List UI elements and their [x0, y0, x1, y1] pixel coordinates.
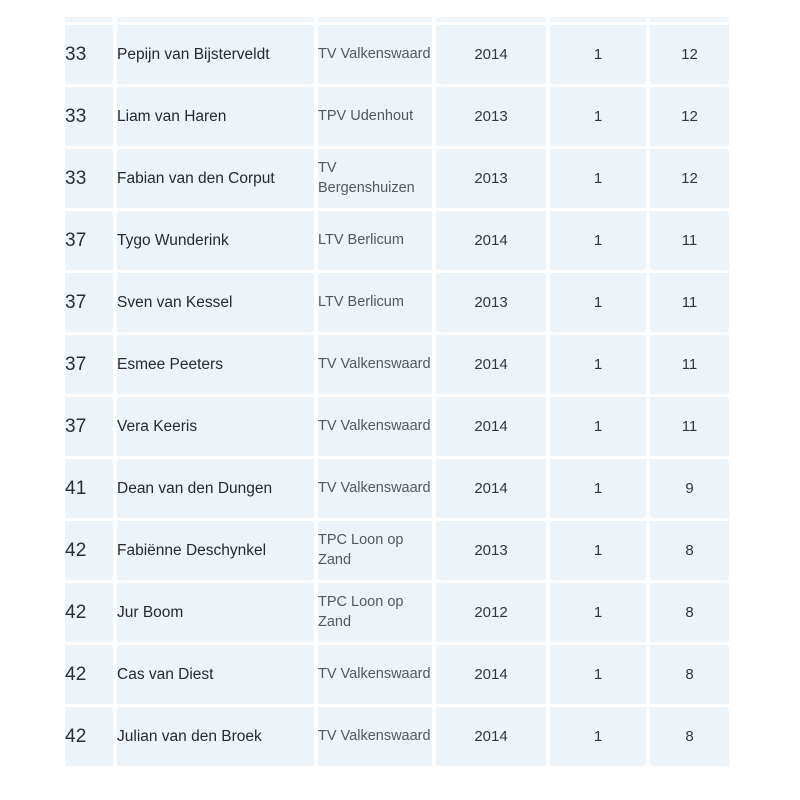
player-name-cell: [117, 17, 314, 22]
count-cell: 1: [550, 273, 646, 332]
count-cell: 1: [550, 87, 646, 146]
count-cell: 1: [550, 583, 646, 642]
table-row: [65, 25, 729, 84]
player-name-cell: Tygo Wunderink: [117, 211, 314, 270]
table-row: [65, 335, 729, 394]
club-cell: TPV Udenhout: [318, 87, 432, 146]
year-cell: 2014: [436, 459, 546, 518]
club-cell: TV Bergenshuizen: [318, 149, 432, 208]
year-cell: 2014: [436, 397, 546, 456]
points-cell: 11: [650, 335, 729, 394]
count-cell: 1: [550, 335, 646, 394]
rank-cell: 37: [65, 273, 113, 332]
rank-cell: 33: [65, 149, 113, 208]
table-row: [65, 521, 729, 580]
table-row: [65, 273, 729, 332]
points-cell: [650, 17, 729, 22]
table-row: [65, 397, 729, 456]
player-name-cell: Cas van Diest: [117, 645, 314, 704]
rank-cell: [65, 17, 113, 22]
points-cell: 8: [650, 707, 729, 766]
year-cell: 2014: [436, 645, 546, 704]
points-cell: 8: [650, 645, 729, 704]
points-cell: 8: [650, 583, 729, 642]
rank-cell: 42: [65, 707, 113, 766]
year-cell: 2013: [436, 87, 546, 146]
count-cell: 1: [550, 149, 646, 208]
rank-cell: 37: [65, 211, 113, 270]
table-row: [65, 707, 729, 766]
club-cell: LTV Berlicum: [318, 211, 432, 270]
table-row: [65, 583, 729, 642]
club-cell: TPC Loon op Zand: [318, 583, 432, 642]
points-cell: 11: [650, 273, 729, 332]
table-row: [65, 459, 729, 518]
count-cell: 1: [550, 707, 646, 766]
table-row: [65, 149, 729, 208]
ranking-page: [0, 14, 800, 800]
count-cell: 1: [550, 397, 646, 456]
count-cell: 1: [550, 521, 646, 580]
table-row: [65, 645, 729, 704]
year-cell: 2014: [436, 707, 546, 766]
club-cell: [318, 17, 432, 22]
table-row: [65, 211, 729, 270]
player-name-cell: Fabiënne Deschynkel: [117, 521, 314, 580]
count-cell: 1: [550, 211, 646, 270]
year-cell: 2012: [436, 583, 546, 642]
rank-cell: 41: [65, 459, 113, 518]
rank-cell: 42: [65, 645, 113, 704]
player-name-cell: Dean van den Dungen: [117, 459, 314, 518]
player-name-cell: Fabian van den Corput: [117, 149, 314, 208]
points-cell: 11: [650, 211, 729, 270]
count-cell: 1: [550, 25, 646, 84]
club-cell: TV Valkenswaard: [318, 335, 432, 394]
player-name-cell: Julian van den Broek: [117, 707, 314, 766]
year-cell: 2014: [436, 25, 546, 84]
player-name-cell: Liam van Haren: [117, 87, 314, 146]
club-cell: TV Valkenswaard: [318, 25, 432, 84]
points-cell: 12: [650, 149, 729, 208]
rank-cell: 37: [65, 397, 113, 456]
player-name-cell: Pepijn van Bijsterveldt: [117, 25, 314, 84]
year-cell: [436, 17, 546, 22]
cropped-previous-row: [65, 17, 729, 22]
count-cell: 1: [550, 645, 646, 704]
player-name-cell: Esmee Peeters: [117, 335, 314, 394]
ranking-table: [61, 14, 733, 769]
points-cell: 11: [650, 397, 729, 456]
table-row: [65, 87, 729, 146]
club-cell: TV Valkenswaard: [318, 397, 432, 456]
year-cell: 2013: [436, 521, 546, 580]
points-cell: 9: [650, 459, 729, 518]
year-cell: 2014: [436, 211, 546, 270]
rank-cell: 33: [65, 87, 113, 146]
club-cell: TPC Loon op Zand: [318, 521, 432, 580]
club-cell: TV Valkenswaard: [318, 707, 432, 766]
rank-cell: 42: [65, 583, 113, 642]
club-cell: TV Valkenswaard: [318, 459, 432, 518]
points-cell: 12: [650, 87, 729, 146]
player-name-cell: Vera Keeris: [117, 397, 314, 456]
club-cell: LTV Berlicum: [318, 273, 432, 332]
count-cell: [550, 17, 646, 22]
points-cell: 8: [650, 521, 729, 580]
club-cell: TV Valkenswaard: [318, 645, 432, 704]
player-name-cell: Sven van Kessel: [117, 273, 314, 332]
points-cell: 12: [650, 25, 729, 84]
count-cell: 1: [550, 459, 646, 518]
player-name-cell: Jur Boom: [117, 583, 314, 642]
year-cell: 2013: [436, 149, 546, 208]
year-cell: 2014: [436, 335, 546, 394]
rank-cell: 37: [65, 335, 113, 394]
year-cell: 2013: [436, 273, 546, 332]
rank-cell: 33: [65, 25, 113, 84]
rank-cell: 42: [65, 521, 113, 580]
